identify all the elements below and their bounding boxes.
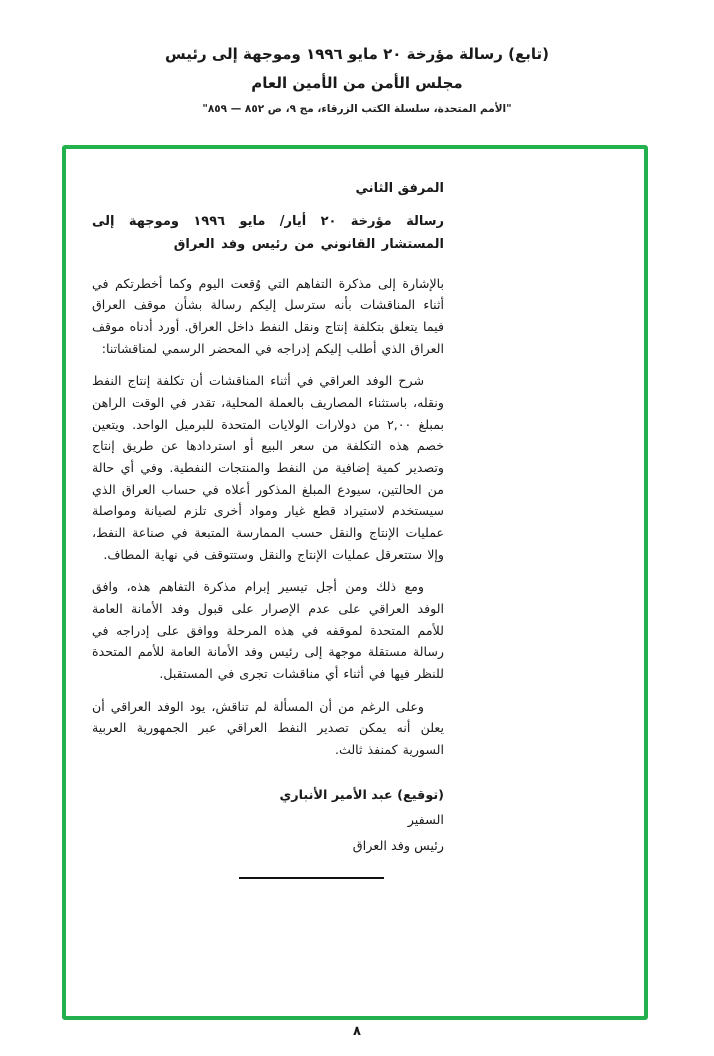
signature-role-1: السفير [407,813,444,829]
paragraph: بالإشارة إلى مذكرة التفاهم التي وُقعت اليوم وكما أخطرتكم في أثناء المناقشات بأنه سترسل إليكم رسالة بشأن موقف العراق فيما يتعلق بتكلفة إنتاج ونقل النفط داخل العراق. أورد أدناه موقف العراق الذي أطلب إليكم إدراجه في المحضر الرسمي لمناقشاتنا: [92,275,444,356]
paragraph: وعلى الرغم من أن المسألة لم تناقش، يود الوفد العراقي أن يعلن أنه يمكن تصدير النفط العراقي عبر الجمهورية العربية السورية كمنفذ ثالث. [92,698,444,757]
signature-role-2: رئيس وفد العراق [352,838,444,854]
annex-content [92,181,444,879]
document-header [0,40,714,115]
paragraph: ومع ذلك ومن أجل تيسير إبرام مذكرة التفاهم هذه، وافق الوفد العراقي على عدم الإصرار على قبول وفد الأمانة العامة للأمم المتحدة لموقفه في هذه المرحلة ووافق على إدراجه في رسالة مستقلة موجهة إلى رئيس وفد الأمانة العامة للأمم المتحدة للنظر فيها في أثناء أي مناقشات تجرى في المستقبل. [92,579,444,681]
page-number: ٨ [353,1024,361,1039]
signature-block [92,783,444,860]
signature-divider-rule [239,877,384,879]
annex-subtitle: رسالة مؤرخة ٢٠ أيار/ مايو ١٩٩٦ وموجهة إلى المستشار القانوني من رئيس وفد العراق [92,214,445,253]
header-line-1: (تابع) رسالة مؤرخة ٢٠ مايو ١٩٩٦ وموجهة إلى رئيس [165,45,549,63]
annex-title: المرفق الثاني [355,181,444,196]
source-note: "الأمم المتحدة، سلسلة الكتب الزرقاء، مج ٩، ص ٨٥٢ — ٨٥٩" [202,103,512,115]
header-line-2: مجلس الأمن من الأمين العام [251,73,463,92]
annex-inner [92,181,445,879]
annex-border-box [62,145,648,1020]
paragraph: شرح الوفد العراقي في أثناء المناقشات أن تكلفة إنتاج النفط ونقله، باستثناء المصاريف بالعملة المحلية، تقدر في الوقت الراهن بمبلغ ٢,٠٠ من دولارات الولايات المتحدة للبرميل الواحد. ويتعين خصم هذه التكلفة من سعر البيع أو استردادها عن طريق إنتاج وتصدير كمية إضافية من النفط والمنتجات النفطية. وفي أي حالة من الحالتين، سيودع المبلغ المذكور أعلاه في حساب العراق الذي سيستخدم لاستيراد قطع غيار ومواد أخرى تلزم لصيانة ومواصلة عمليات الإنتاج والنقل حسب الممارسة المتبعة في صناعة النفط، وإلا ستتعرقل عمليات الإنتاج والنقل وستتوقف في نهاية المطاف. [92,373,444,562]
signature-name: (توقيع) عبد الأمير الأنباري [279,787,444,803]
